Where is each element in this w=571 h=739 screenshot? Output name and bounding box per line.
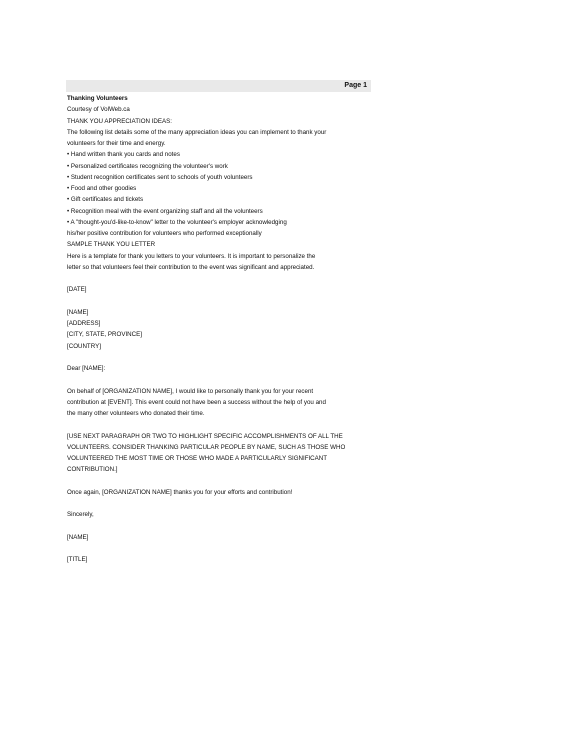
letter-paragraph-1-line: On behalf of [ORGANIZATION NAME], I would like to personally thank you for your recent	[67, 387, 314, 395]
country-placeholder: [COUNTRY]	[67, 342, 101, 350]
letter-paragraph-1-line: contribution at [EVENT]. This event could not have been a success without the help of you and	[67, 398, 326, 406]
page-header-bar	[66, 80, 371, 92]
courtesy-line: Courtesy of VolWeb.ca	[67, 106, 130, 114]
idea-list-item: • Hand written thank you cards and notes	[67, 151, 180, 159]
date-placeholder: [DATE]	[67, 286, 87, 294]
letter-paragraph-2-line: VOLUNTEERED THE MOST TIME OR THOSE WHO MADE A PARTICULARLY SIGNIFICANT	[67, 455, 328, 462]
document-body	[67, 93, 377, 566]
intro-line-1: The following list details some of the many appreciation ideas you can implement to thank your	[67, 128, 327, 136]
template-intro-line-1: Here is a template for thank you letters to your volunteers. It is important to personalize the	[67, 252, 316, 260]
letter-paragraph-2-line: [USE NEXT PARAGRAPH OR TWO TO HIGHLIGHT SPECIFIC ACCOMPLISHMENTS OF ALL THE	[67, 432, 343, 440]
blank-line	[67, 419, 377, 430]
address-placeholder: [ADDRESS]	[67, 320, 101, 327]
document-title: Thanking Volunteers	[67, 95, 128, 102]
blank-line	[67, 476, 377, 487]
salutation: Dear [NAME]:	[67, 365, 106, 372]
blank-line	[67, 498, 377, 509]
letter-paragraph-1-line: the many other volunteers who donated their time.	[67, 410, 205, 417]
blank-line	[67, 521, 377, 532]
letter-paragraph-2-line: CONTRIBUTION.]	[67, 466, 118, 474]
idea-list-item: • Food and other goodies	[67, 185, 137, 192]
blank-line	[67, 543, 377, 554]
section-heading-sample-letter: SAMPLE THANK YOU LETTER	[67, 241, 156, 249]
idea-list-item: • Personalized certificates recognizing the volunteer's work	[67, 162, 228, 170]
blank-line	[67, 374, 377, 385]
idea-list-item: • A "thought-you'd-like-to-know" letter to the volunteer's employer acknowledging	[67, 218, 287, 226]
idea-list-item-continued: his/her positive contribution for volunteers who performed exceptionally	[67, 230, 262, 237]
intro-line-2: volunteers for their time and energy.	[67, 140, 166, 147]
template-intro-line-2: letter so that volunteers feel their contribution to the event was significant and appreciated.	[67, 263, 315, 271]
name-placeholder: [NAME]	[67, 308, 89, 316]
idea-list-item: • Recognition meal with the event organizing staff and all the volunteers	[67, 207, 263, 215]
blank-line	[67, 273, 377, 284]
section-heading-ideas: THANK YOU APPRECIATION IDEAS:	[67, 117, 172, 125]
closing-thanks: Once again, [ORGANIZATION NAME] thanks you for your efforts and contribution!	[67, 488, 293, 496]
blank-line	[67, 352, 377, 363]
blank-line	[67, 296, 377, 307]
page-number: Page 1	[344, 82, 367, 89]
signature-name-placeholder: [NAME]	[67, 533, 89, 541]
sign-off: Sincerely,	[67, 511, 94, 519]
letter-paragraph-2-line: VOLUNTEERS. CONSIDER THANKING PARTICULAR PEOPLE BY NAME, SUCH AS THOSE WHO	[67, 443, 346, 451]
idea-list-item: • Gift certificates and tickets	[67, 196, 144, 204]
idea-list-item: • Student recognition certificates sent to schools of youth volunteers	[67, 173, 253, 181]
city-state-placeholder: [CITY, STATE, PROVINCE]	[67, 331, 142, 339]
signature-title-placeholder: [TITLE]	[67, 556, 88, 564]
